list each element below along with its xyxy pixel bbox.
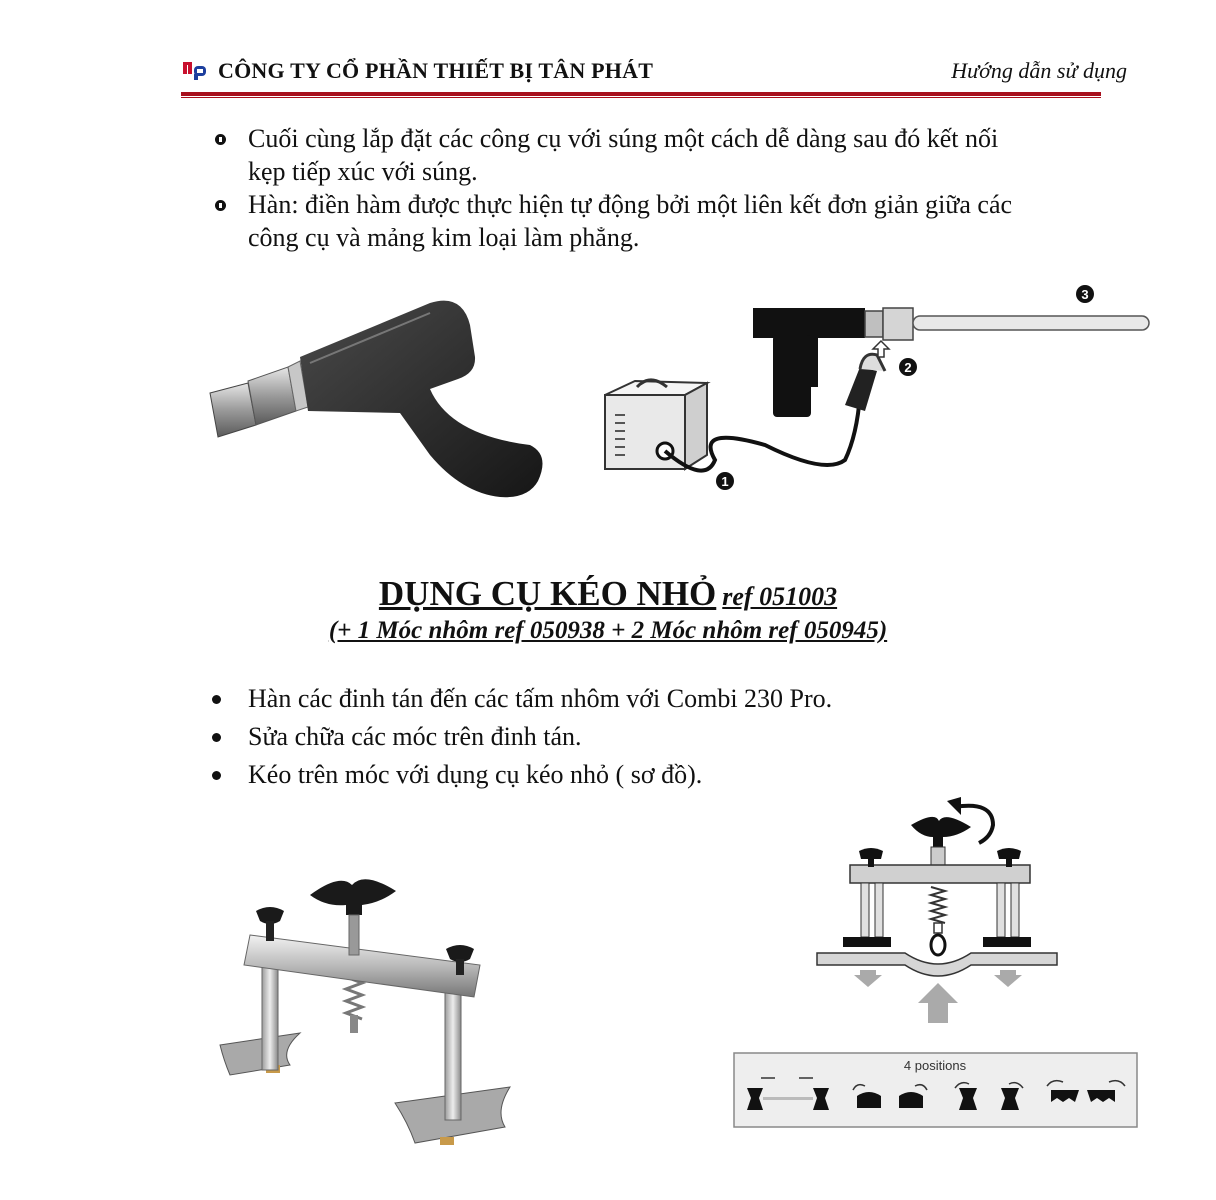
step-2-line-2: kẹp tiếp xúc với súng. [248, 157, 478, 186]
section-title [0, 574, 1216, 614]
document-type: Hướng dẫn sử dụng [951, 58, 1127, 83]
step-3-bullet-icon [215, 200, 226, 211]
bullet-1: Hàn các đinh tán đến các tấm nhôm với Combi 230 Pro. [248, 684, 833, 713]
positions-strip-diagram [733, 1052, 1138, 1128]
step-2-line-1: Cuối cùng lắp đặt các công cụ với súng một cách dễ dàng sau đó kết nối [248, 124, 999, 153]
svg-text:3: 3 [1081, 287, 1089, 302]
mini-puller-tool-image [210, 865, 530, 1165]
company-name: CÔNG TY CỔ PHẦN THIẾT BỊ TÂN PHÁT [218, 58, 654, 83]
section-ref: ref 051003 [722, 582, 838, 611]
positions-label: 4 positions [903, 1058, 967, 1073]
bullet-dot-icon [212, 733, 221, 742]
section-subtitle: (+ 1 Móc nhôm ref 050938 + 2 Móc nhôm ref 050945) [328, 617, 888, 644]
section-title-text: DỤNG CỤ KÉO NHỎ [378, 574, 717, 613]
svg-text:2: 2 [904, 360, 912, 375]
bullet-3: Kéo trên móc với dụng cụ kéo nhỏ ( sơ đồ). [248, 760, 703, 789]
step-3-line-1: Hàn: điền hàm được thực hiện tự động bởi một liên kết đơn giản giữa các [248, 190, 1013, 219]
bullet-dot-icon [212, 771, 221, 780]
step-3-line-2: công cụ và mảng kim loại làm phẳng. [248, 223, 640, 252]
step-2-bullet-icon [215, 134, 226, 145]
gun-connection-diagram [595, 285, 1160, 500]
svg-text:1: 1 [721, 474, 729, 489]
puller-schematic-diagram [815, 795, 1060, 1030]
welding-gun-image [200, 285, 560, 510]
company-logo [183, 62, 209, 80]
bullet-2: Sửa chữa các móc trên đinh tán. [248, 722, 582, 751]
header-divider-thin [181, 97, 1101, 98]
header-divider [181, 92, 1101, 96]
bullet-dot-icon [212, 695, 221, 704]
